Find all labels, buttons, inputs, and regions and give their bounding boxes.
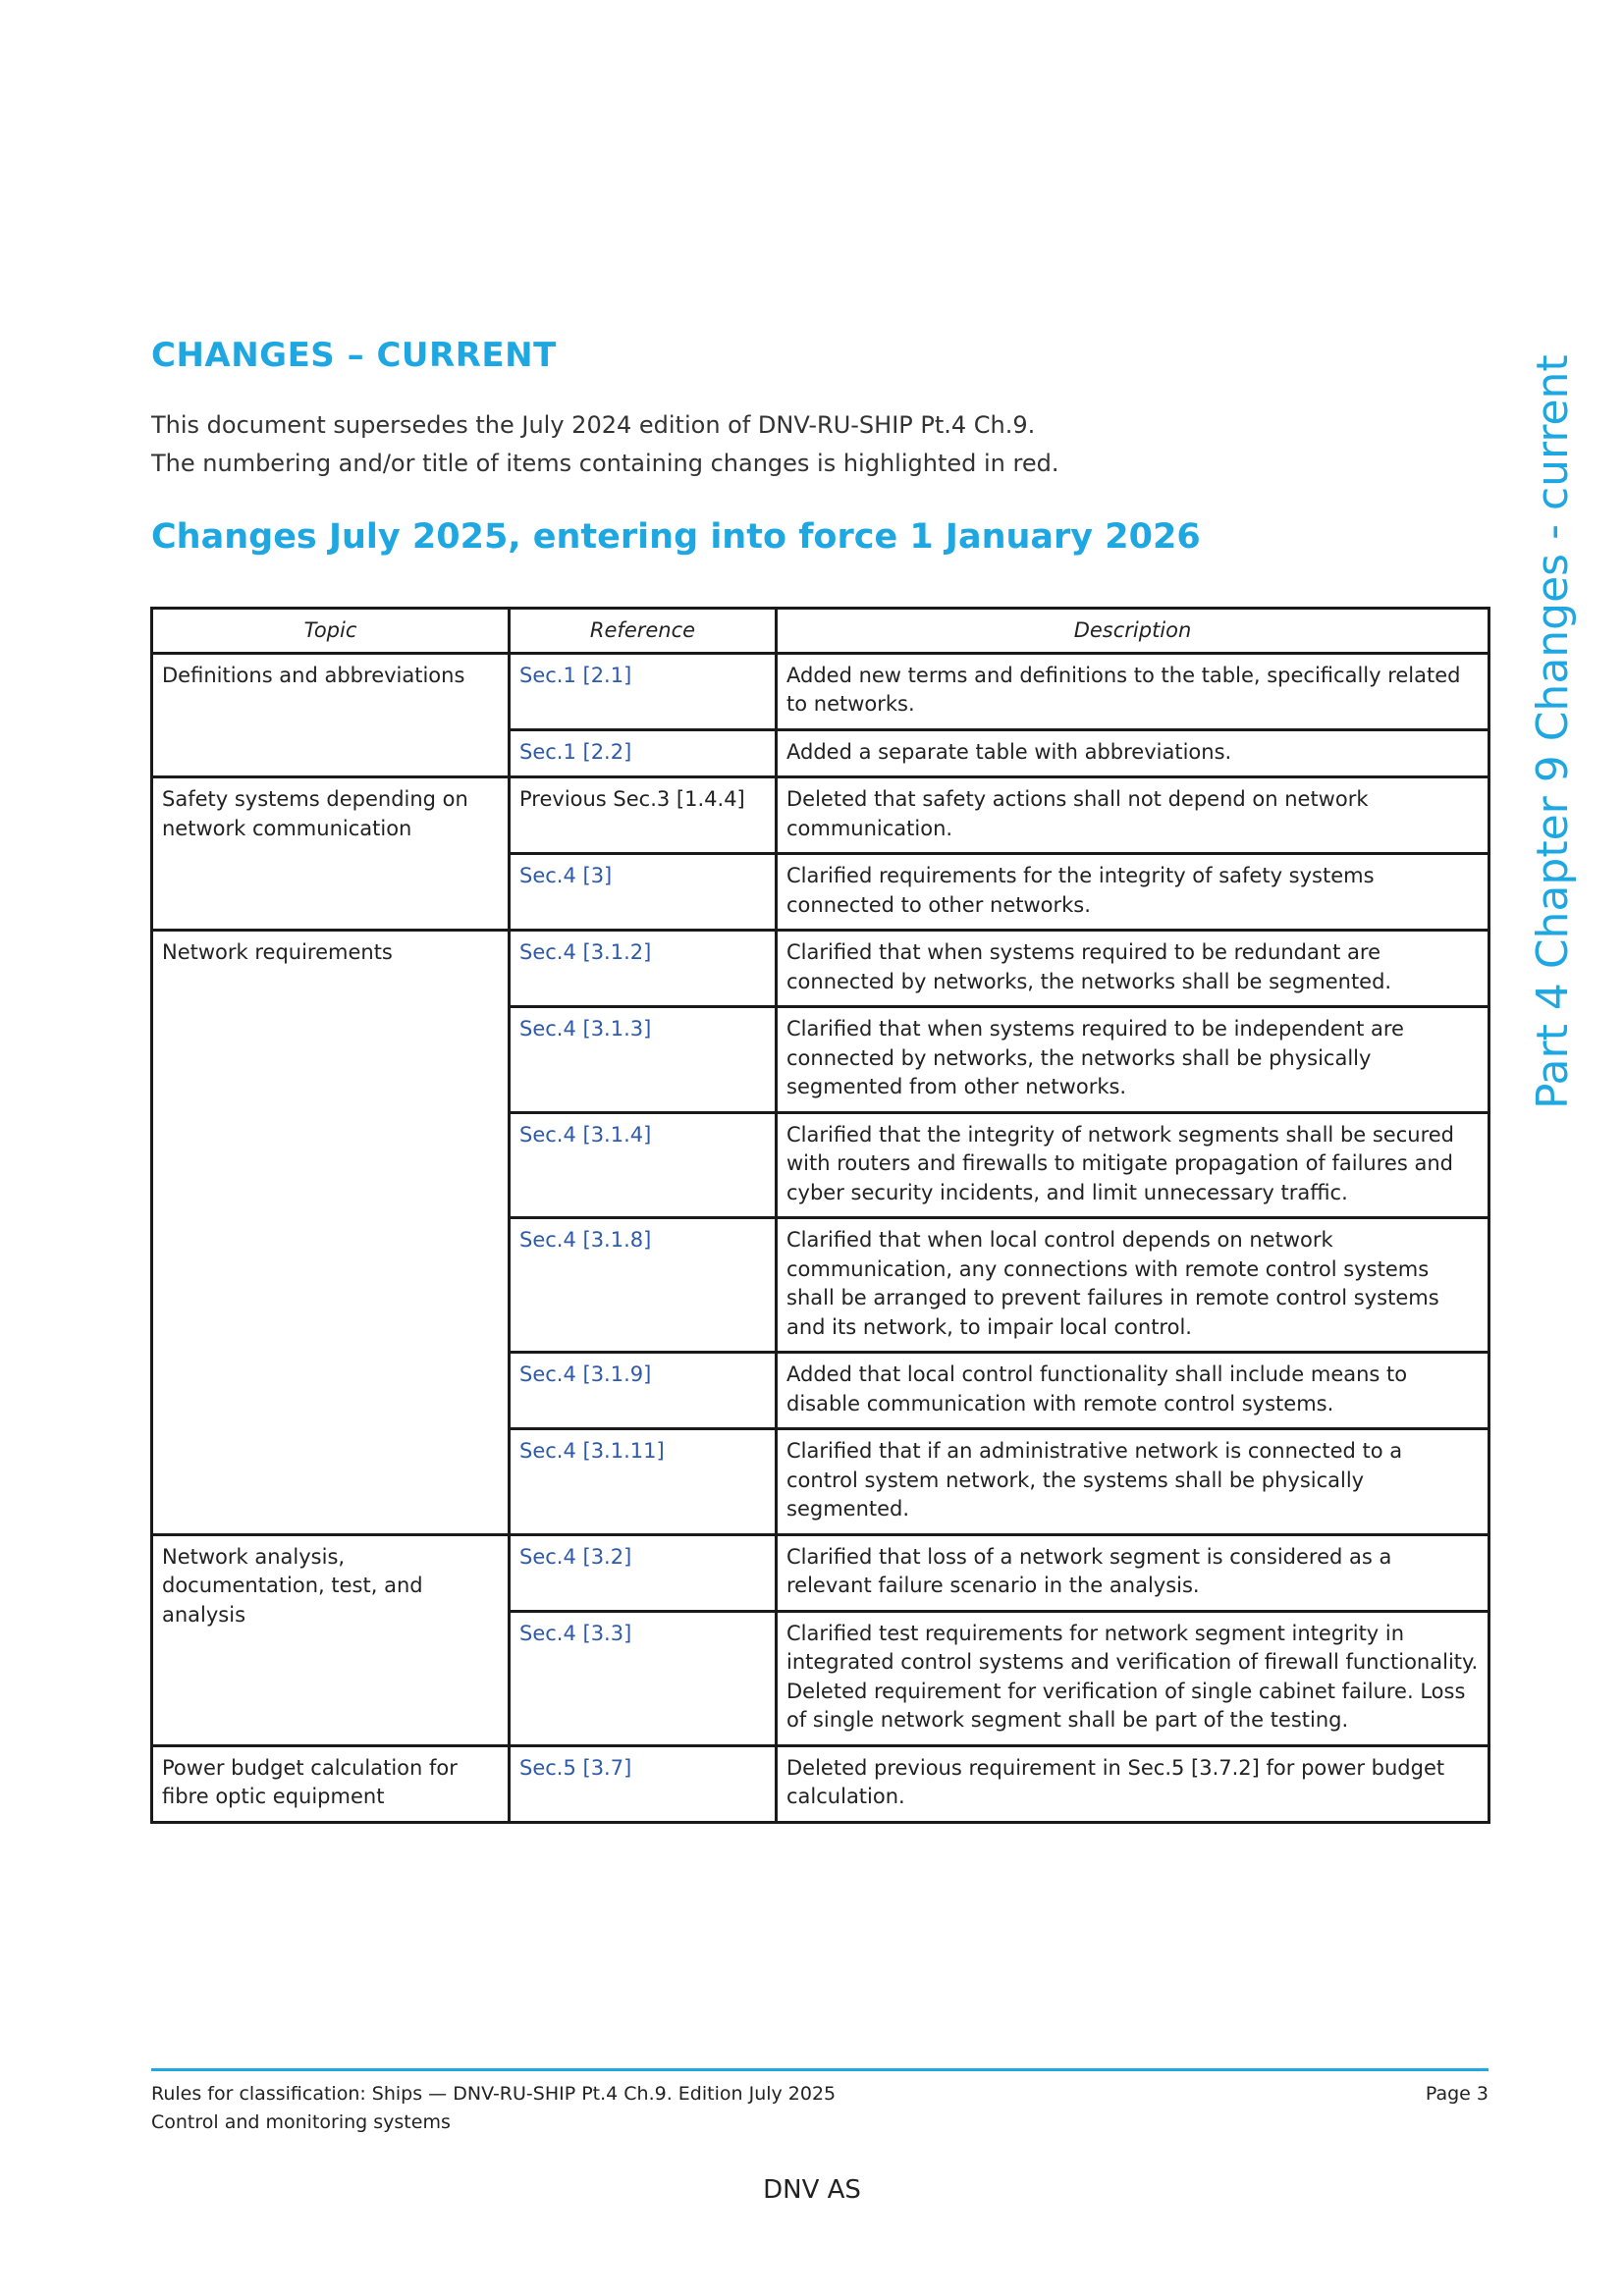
table-header-row	[152, 609, 1489, 654]
reference-link[interactable]: Sec.1 [2.2]	[510, 729, 777, 777]
header-topic: Topic	[152, 609, 510, 654]
reference-link[interactable]: Sec.4 [3.1.4]	[510, 1112, 777, 1218]
description-cell: Clarified that the integrity of network segments shall be secured with routers and firewalls to mitigate propagation of failures and cyber security incidents, and limit unnecessary traffic.	[777, 1112, 1489, 1218]
reference-link[interactable]: Sec.4 [3.1.3]	[510, 1007, 777, 1113]
reference-link[interactable]: Sec.4 [3.3]	[510, 1611, 777, 1745]
page-title: CHANGES – CURRENT	[151, 336, 557, 375]
table-row	[152, 1534, 1489, 1611]
description-cell: Deleted that safety actions shall not depend on network communication.	[777, 777, 1489, 854]
reference-link[interactable]: Sec.4 [3.1.9]	[510, 1353, 777, 1429]
description-cell: Added a separate table with abbreviations.	[777, 729, 1489, 777]
reference-text: Previous Sec.3 [1.4.4]	[510, 777, 777, 854]
description-cell: Clarified that when local control depends on network communication, any connections with remote control systems shall be arranged to prevent failures in remote control systems and its network, to impair local control.	[777, 1218, 1489, 1353]
topic-cell: Safety systems depending on network communication	[152, 777, 510, 931]
table-row	[152, 931, 1489, 1007]
reference-link[interactable]: Sec.4 [3.1.2]	[510, 931, 777, 1007]
description-cell: Clarified that when systems required to be redundant are connected by networks, the networks shall be segmented.	[777, 931, 1489, 1007]
changes-table	[150, 607, 1490, 1824]
intro-line-2: The numbering and/or title of items containing changes is highlighted in red.	[151, 450, 1059, 477]
section-title: Changes July 2025, entering into force 1 January 2026	[151, 517, 1201, 557]
reference-link[interactable]: Sec.4 [3]	[510, 854, 777, 931]
topic-cell: Power budget calculation for fibre optic equipment	[152, 1745, 510, 1822]
description-cell: Added new terms and definitions to the table, specifically related to networks.	[777, 653, 1489, 729]
footer-page-number: Page 3	[1425, 2083, 1489, 2105]
header-reference: Reference	[510, 609, 777, 654]
reference-link[interactable]: Sec.4 [3.1.8]	[510, 1218, 777, 1353]
reference-link[interactable]: Sec.4 [3.2]	[510, 1534, 777, 1611]
footer-document-title: Rules for classification: Ships — DNV-RU-SHIP Pt.4 Ch.9. Edition July 2025	[151, 2083, 837, 2105]
footer-document-subtitle: Control and monitoring systems	[151, 2111, 451, 2133]
footer-divider	[151, 2068, 1489, 2071]
intro-text	[151, 406, 1058, 483]
reference-link[interactable]: Sec.4 [3.1.11]	[510, 1429, 777, 1535]
table-row	[152, 777, 1489, 854]
header-description: Description	[777, 609, 1489, 654]
description-cell: Clarified that when systems required to be independent are connected by networks, the networks shall be physically segmented from other networks.	[777, 1007, 1489, 1113]
company-name: DNV AS	[763, 2175, 861, 2205]
description-cell: Deleted previous requirement in Sec.5 [3.7.2] for power budget calculation.	[777, 1745, 1489, 1822]
intro-line-1: This document supersedes the July 2024 edition of DNV-RU-SHIP Pt.4 Ch.9.	[151, 411, 1036, 439]
reference-link[interactable]: Sec.5 [3.7]	[510, 1745, 777, 1822]
reference-link[interactable]: Sec.1 [2.1]	[510, 653, 777, 729]
side-chapter-title-text: Part 4 Chapter 9 Changes - current	[1528, 354, 1578, 1109]
topic-cell: Definitions and abbreviations	[152, 653, 510, 777]
topic-cell: Network requirements	[152, 931, 510, 1535]
description-cell: Clarified that if an administrative network is connected to a control system network, the systems shall be physically segmented.	[777, 1429, 1489, 1535]
description-cell: Clarified requirements for the integrity of safety systems connected to other networks.	[777, 854, 1489, 931]
table-row	[152, 1745, 1489, 1822]
description-cell: Added that local control functionality shall include means to disable communication with remote control systems.	[777, 1353, 1489, 1429]
table-row	[152, 653, 1489, 729]
topic-cell: Network analysis, documentation, test, and analysis	[152, 1534, 510, 1745]
description-cell: Clarified test requirements for network segment integrity in integrated control systems and verification of firewall functionality. Deleted requirement for verification of single cabinet failure. Loss of single network segment shall be part of the testing.	[777, 1611, 1489, 1745]
description-cell: Clarified that loss of a network segment is considered as a relevant failure scenario in the analysis.	[777, 1534, 1489, 1611]
